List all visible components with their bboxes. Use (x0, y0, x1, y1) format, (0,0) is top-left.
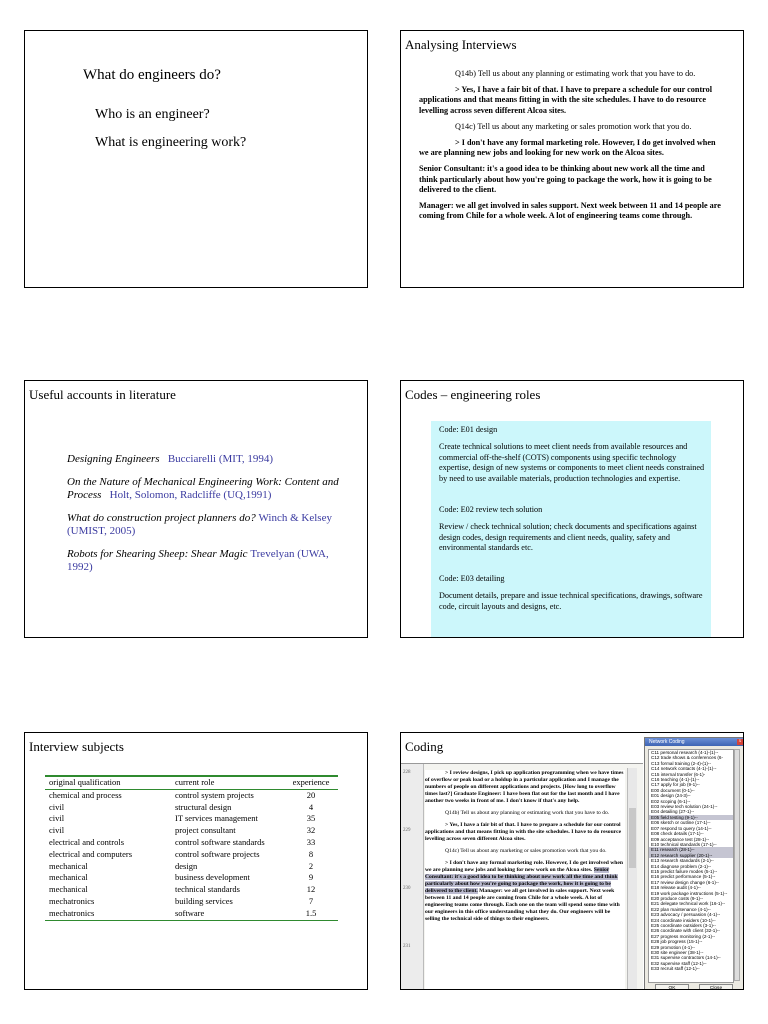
slide-useful-accounts (24, 380, 368, 638)
code-list-item[interactable]: E08 check details (17-1)-- (651, 831, 704, 837)
code-description: Document details, prepare and issue technical specifications, drawings, software code, circuit layouts and designs, etc. (439, 590, 703, 611)
question-what: What is engineering work? (95, 135, 247, 150)
table-row: civil structural design 4 (49, 801, 314, 812)
slide-title: Codes – engineering roles (405, 387, 541, 402)
answer-q14b: > Yes, I have a fair bit of that. I have to prepare a schedule for our control applications and that means fitting in with the site schedules. I have to do resource levelling across seven different Alcoa sites. (419, 85, 713, 115)
code-list-item[interactable]: E02 scoping (6-1)-- (651, 798, 691, 804)
code-description: Review / check technical solution; check documents and specifications against design codes, design requirements and client needs, quality, safety and environmental standards etc. (439, 521, 697, 553)
slide-title: Interview subjects (29, 739, 124, 754)
table-header-row (45, 776, 338, 789)
document-text[interactable] (425, 770, 625, 990)
coding-document-window (401, 763, 643, 990)
question-who: Who is an engineer? (95, 107, 210, 122)
header-experience: experience (284, 776, 338, 789)
code-list-item[interactable]: E28 job progress (15-1)-- (651, 939, 703, 945)
slide-interview-subjects (24, 732, 368, 990)
code-list-item[interactable]: E17 review design change (6-1)-- (651, 879, 719, 885)
code-list-item[interactable]: E24 coordinate insiders (10-1)-- (651, 917, 716, 923)
code-list-item[interactable]: E04 detailing (27-1)-- (651, 809, 695, 815)
code-list-item[interactable]: C14 network contacts (4-1)-(1)-- (651, 766, 717, 772)
table-row: electrical and computers control software projects 8 (49, 848, 314, 859)
literature-item: On the Nature of Mechanical Engineering Work: Content and Process Holt, Solomon, Radcliffe (UQ,1991) (67, 476, 339, 501)
table-row: mechatronics software 1.5 (45, 908, 338, 920)
code-label: Code: E01 design (439, 425, 498, 434)
network-coding-dialog (644, 737, 744, 990)
manager-quote: Manager: we all get involved in sales support. Next week between 11 and 14 people are coming from Chile for a whole week. A lot of engineering teams come through. (419, 201, 721, 221)
code-list-item[interactable]: E15 predict failure modes (5-1)-- (651, 868, 718, 874)
literature-item: What do construction project planners do? Winch & Kelsey (UMIST, 2005) (67, 512, 332, 537)
question-q14c: Q14c) Tell us about any marketing or sales promotion work that you do. (455, 121, 692, 131)
line-gutter: 228 229 230 231 (401, 764, 424, 990)
code-list-item[interactable]: E07 respond to query (14-1)-- (651, 825, 712, 831)
table-row: civil IT services management 35 (49, 813, 316, 824)
slide-what-do-engineers-do (24, 30, 368, 288)
code-list-item[interactable]: E00 document (0-1)-- (651, 787, 695, 793)
code-list-item[interactable]: E11 research (28-1)-- (649, 847, 733, 852)
question-q14b: Q14b) Tell us about any planning or estimating work that you have to do. (455, 69, 696, 78)
slide-title: Useful accounts in literature (29, 387, 176, 402)
table-row: mechatronics building services 7 (49, 895, 314, 906)
table-row: mechanical technical standards 12 (49, 884, 316, 895)
doc-paragraph: Q14b) Tell us about any planning or estimating work that you have to do. (445, 810, 610, 816)
answer-q14c: > I don't have any formal marketing role. However, I do get involved when we are planning new jobs and looking for new work on the Alcoa sites. (419, 138, 716, 158)
slide-coding (400, 732, 744, 990)
code-list-item[interactable]: E32 supervise staff (12-1)-- (651, 960, 707, 966)
table-row: mechanical design 2 (49, 860, 314, 871)
codes-box (431, 421, 711, 637)
table-row: chemical and process control system projects 20 (49, 789, 316, 800)
code-list-item[interactable]: E14 diagnose problem (2-1)-- (651, 863, 712, 869)
slide-title: Analysing Interviews (405, 37, 517, 52)
header-role: current role (171, 776, 284, 789)
code-list-item[interactable]: E18 release audit (4-1)-- (651, 885, 701, 891)
slide-title: Coding (405, 739, 444, 754)
doc-paragraph: > I review designs, I pick up application programming when we have times of overflow or peak load or a holdup in a particular application and I manage the numbers of people on different applications and projects. [How long to overflow times last?] Graduate Engineer: I have been flat out for the last month and I have another two weeks in front of me. I don't know if that's any help. (425, 770, 624, 804)
code-list-item[interactable]: E01 design (24-3)-- (651, 793, 691, 799)
code-list-item[interactable]: C12 trade shows & conferences (6- (651, 755, 724, 761)
code-list-item[interactable]: C13 formal training (2-4)-(1)-- (651, 760, 711, 766)
doc-paragraph: > I don't have any formal marketing role. However, I do get involved when we are planning new jobs and looking for new work on the Alcoa sites. Senior Consultant: it's a good idea to be thinking about new work all the time and think particularly about how you're going to package the work, how it is going to be delivered to the client. Manager: we all get involved in sales support. Next week between 11 and 14 people are coming from Chile for a whole week. A lot of engineering teams come through. Each one on the team will spend some time with our engineers in this office understanding what they do. Our engineers will be selling the technical side of things to their engineers. (425, 860, 623, 922)
code-list-scrollbar[interactable] (734, 749, 740, 981)
code-list-item[interactable]: E22 plan maintenance (4-1)-- (651, 906, 711, 912)
close-button[interactable]: Close (699, 984, 733, 990)
code-list-item[interactable]: E25 coordinate outsiders (3-1)-- (651, 923, 716, 928)
subjects-table (45, 775, 338, 921)
code-list-item[interactable]: E30 site engineer (38-1)-- (651, 950, 704, 956)
literature-item: Designing Engineers Bucciarelli (MIT, 1994) (67, 453, 274, 465)
interview-excerpt (419, 69, 725, 227)
code-list-item[interactable]: E26 coordinate with client (32-1)-- (651, 928, 720, 934)
code-list-item[interactable]: E20 produce costs (9-1)-- (651, 895, 704, 901)
code-list-item[interactable]: E23 advocacy / persuasion (4-1)-- (651, 912, 721, 918)
slide-heading: What do engineers do? (83, 67, 221, 83)
code-description: Create technical solutions to meet client needs from available resources and commercial off-the-shelf (COTS) components using specific technology expertise, design of new systems or components to meet client needs constrained by need to use available materials, production technologies and expertise. (439, 441, 705, 484)
code-list-item[interactable]: E12 research supplier (20-1)-- (649, 853, 733, 858)
ok-button[interactable]: OK (655, 984, 689, 990)
code-list-item[interactable]: E16 predict performance (5-1)-- (651, 874, 716, 880)
highlighted-selection[interactable]: Senior Consultant: it's a good idea to be thinking about new work all the time and think particularly about how you're going to package the work, how it is going to be delivered to the client. (425, 867, 618, 894)
code-list-item[interactable]: E27 progress monitoring (2-1)-- (651, 933, 716, 939)
table-row: civil project consultant 32 (49, 825, 316, 836)
code-list-item[interactable]: E31 supervise contractors (14-1)-- (651, 955, 721, 961)
scrollbar-thumb[interactable] (629, 808, 636, 868)
code-label: Code: E03 detailing (439, 574, 505, 584)
literature-list (67, 453, 357, 584)
literature-item: Robots for Shearing Sheep: Shear Magic Trevelyan (UWA, 1992) (67, 548, 329, 573)
code-list-item[interactable]: E09 acceptance test (28-1)-- (651, 836, 710, 842)
code-list-item[interactable]: E05 field testing (9-1)-- (649, 815, 733, 820)
slide-analysing-interviews (400, 30, 744, 288)
code-list-item[interactable]: E29 promotion (4-1)-- (651, 944, 695, 950)
doc-paragraph: Q14c) Tell us about any marketing or sales promotion work that you do. (445, 848, 607, 854)
table-row: electrical and controls control software standards 33 (49, 836, 316, 847)
code-list-item[interactable]: E13 research standards (2-1)-- (651, 858, 714, 864)
table-row: mechanical business development 9 (49, 872, 314, 883)
code-label: Code: E02 review tech solution (439, 504, 543, 514)
dialog-title: Network Coding (645, 738, 744, 746)
code-list-item[interactable]: C16 teaching (4-1)-(1)-- (651, 777, 700, 783)
code-list-item[interactable]: C15 internal transfer (6-1)- (651, 771, 706, 777)
code-list-item[interactable]: C17 apply for job (9-1)-- (651, 782, 700, 788)
code-list-item[interactable]: E03 review tech solution (24-1)-- (651, 804, 718, 810)
code-list-item[interactable]: E21 delegate technical work (16-1)-- (651, 901, 726, 907)
code-list-item[interactable]: C11 personal research (4-1)-(1)-- (651, 750, 719, 755)
code-list-item[interactable]: E33 recruit staff (12-1)-- (651, 966, 700, 972)
slide-codes-engineering-roles (400, 380, 744, 638)
code-list-item[interactable]: E10 technical standards (17-1)-- (651, 841, 717, 847)
senior-consultant-quote: Senior Consultant: it's a good idea to be thinking about new work all the time and think particularly about how you're going to package the work, how it is going to be delivered to the client. (419, 164, 712, 194)
code-list[interactable] (648, 749, 734, 983)
code-list-item[interactable]: E19 work package instructions (5-1)-- (651, 890, 728, 896)
doc-paragraph: > Yes, I have a fair bit of that. I have to prepare a schedule for our control applications and that means fitting in with the site schedules. I have to do resource levelling across seven different Alcoa sites. (425, 822, 622, 842)
close-icon[interactable]: x (738, 739, 742, 744)
code-list-item[interactable]: E06 sketch or outline (17-1)-- (651, 820, 711, 826)
header-qualification: original qualification (45, 776, 171, 789)
document-scrollbar[interactable] (627, 768, 637, 990)
